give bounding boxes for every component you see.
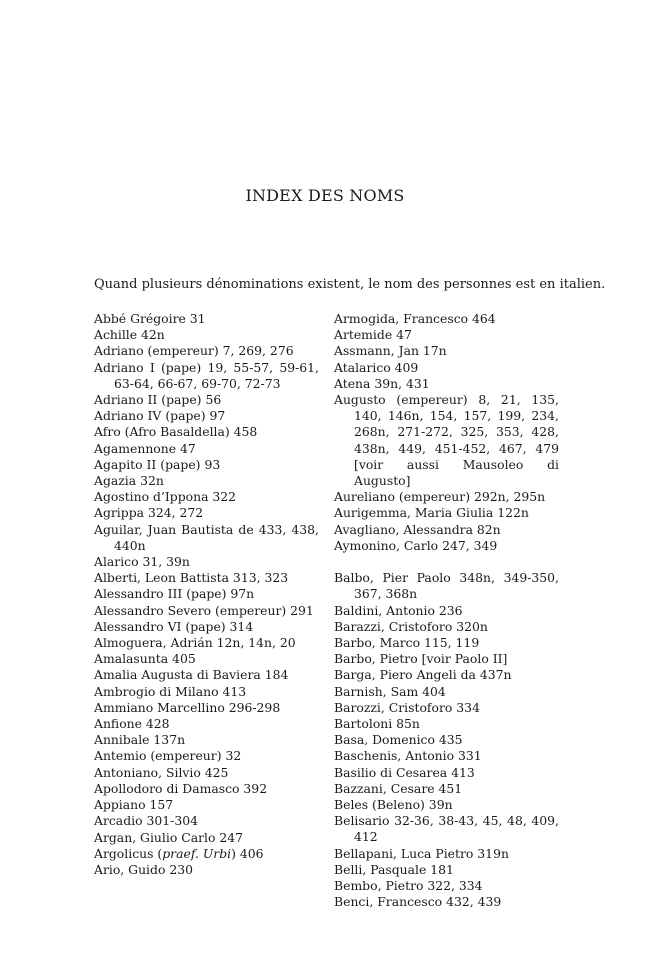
index-entry: Baschenis, Antonio 331 (334, 748, 482, 764)
page-title: INDEX DES NOMS (245, 186, 405, 205)
index-entry: Achille 42n (94, 327, 165, 343)
entry-name: Argolicus ( (94, 845, 163, 861)
index-entry: Agamennone 47 (94, 440, 196, 456)
index-entry: Argan, Giulio Carlo 247 (94, 829, 244, 845)
index-entry: Afro (Afro Basaldella) 458 (94, 424, 258, 440)
index-entry: Bazzani, Cesare 451 (334, 780, 463, 796)
index-entry: Aureliano (empereur) 292n, 295n (334, 489, 546, 505)
index-entry: Adriano I (pape) 19, 55-57, 59-61, 63-64, 66-67, 69-70, 72-73 (94, 359, 319, 391)
index-entry: Appiano 157 (94, 797, 174, 813)
index-entry: Balbo, Pier Paolo 348n, 349-350, 367, 368n (334, 570, 559, 602)
index-entry: Anfione 428 (94, 716, 170, 732)
index-entry: Aymonino, Carlo 247, 349 (334, 537, 498, 553)
index-entry: Aurigemma, Maria Giulia 122n (334, 505, 529, 521)
index-entry-argolicus (94, 846, 319, 862)
index-entry: Agapito II (pape) 93 (94, 456, 221, 472)
index-entry: Basa, Domenico 435 (334, 732, 463, 748)
index-entry: Agostino d’Ippona 322 (94, 489, 237, 505)
entry-italic-note: praef. Urbi (162, 845, 232, 861)
index-entry: Agazia 32n (94, 473, 164, 489)
index-entry: Ario, Guido 230 (94, 861, 193, 877)
index-entry: Belli, Pasquale 181 (334, 861, 454, 877)
index-entry: Annibale 137n (94, 732, 186, 748)
index-entry: Beles (Beleno) 39n (334, 797, 453, 813)
index-entry: Alberti, Leon Battista 313, 323 (94, 570, 289, 586)
index-column-right (334, 311, 559, 911)
index-entry: Barazzi, Cristoforo 320n (334, 618, 488, 634)
index-entry: Barbo, Pietro [voir Paolo II] (334, 651, 508, 667)
index-entry: Almoguera, Adrián 12n, 14n, 20 (94, 635, 296, 651)
index-entry: Benci, Francesco 432, 439 (334, 894, 502, 910)
index-entry: Amalasunta 405 (94, 651, 196, 667)
index-entry: Artemide 47 (334, 327, 412, 343)
index-entry: Adriano (empereur) 7, 269, 276 (94, 343, 294, 359)
index-entry: Assmann, Jan 17n (334, 343, 447, 359)
index-entry: Avagliano, Alessandra 82n (334, 521, 501, 537)
index-entry: Bartoloni 85n (334, 716, 420, 732)
index-entry: Agrippa 324, 272 (94, 505, 204, 521)
index-intro: Quand plusieurs dénominations existent, le nom des personnes est en italien. (94, 277, 606, 292)
index-entry: Adriano IV (pape) 97 (94, 408, 226, 424)
index-entry: Baldini, Antonio 236 (334, 602, 463, 618)
index-entry: Bembo, Pietro 322, 334 (334, 878, 483, 894)
index-entry: Alessandro III (pape) 97n (94, 586, 255, 602)
index-entry: Aguilar, Juan Bautista de 433, 438, 440n (94, 521, 319, 553)
index-entry: Basilio di Cesarea 413 (334, 764, 475, 780)
index-entry: Barozzi, Cristoforo 334 (334, 699, 480, 715)
index-entry: Antemio (empereur) 32 (94, 748, 242, 764)
index-entry: Apollodoro di Damasco 392 (94, 780, 268, 796)
index-entry: Barbo, Marco 115, 119 (334, 635, 480, 651)
entry-pages: ) 406 (231, 845, 264, 861)
index-entry: Abbé Grégoire 31 (94, 311, 206, 326)
index-entry: Armogida, Francesco 464 (334, 311, 496, 326)
index-entry: Adriano II (pape) 56 (94, 392, 222, 408)
index-entry: Alessandro Severo (empereur) 291 (94, 602, 314, 618)
index-entry: Amalia Augusta di Baviera 184 (94, 667, 289, 683)
index-entry: Atalarico 409 (334, 359, 419, 375)
index-entry: Alarico 31, 39n (94, 554, 190, 570)
index-entry: Bellapani, Luca Pietro 319n (334, 845, 509, 861)
index-entry: Antoniano, Silvio 425 (94, 764, 229, 780)
index-entry: Barga, Piero Angeli da 437n (334, 667, 512, 683)
index-entry: Augusto (empereur) 8, 21, 135, 140, 146n, 154, 157, 199, 234, 268n, 271-272, 325, 353, 428, 438n, 449, 451-452, 467, 479 [voir aussi Mausoleo di Augusto] (334, 392, 559, 489)
index-entry: Alessandro VI (pape) 314 (94, 618, 254, 634)
index-entry: Ammiano Marcellino 296-298 (94, 699, 281, 715)
index-entry: Ambrogio di Milano 413 (94, 683, 247, 699)
index-entry: Barnish, Sam 404 (334, 683, 446, 699)
index-entry: Arcadio 301-304 (94, 813, 198, 829)
index-column-left (94, 311, 319, 878)
index-entry: Atena 39n, 431 (334, 375, 430, 391)
index-entry: Belisario 32-36, 38-43, 45, 48, 409, 412 (334, 813, 559, 845)
